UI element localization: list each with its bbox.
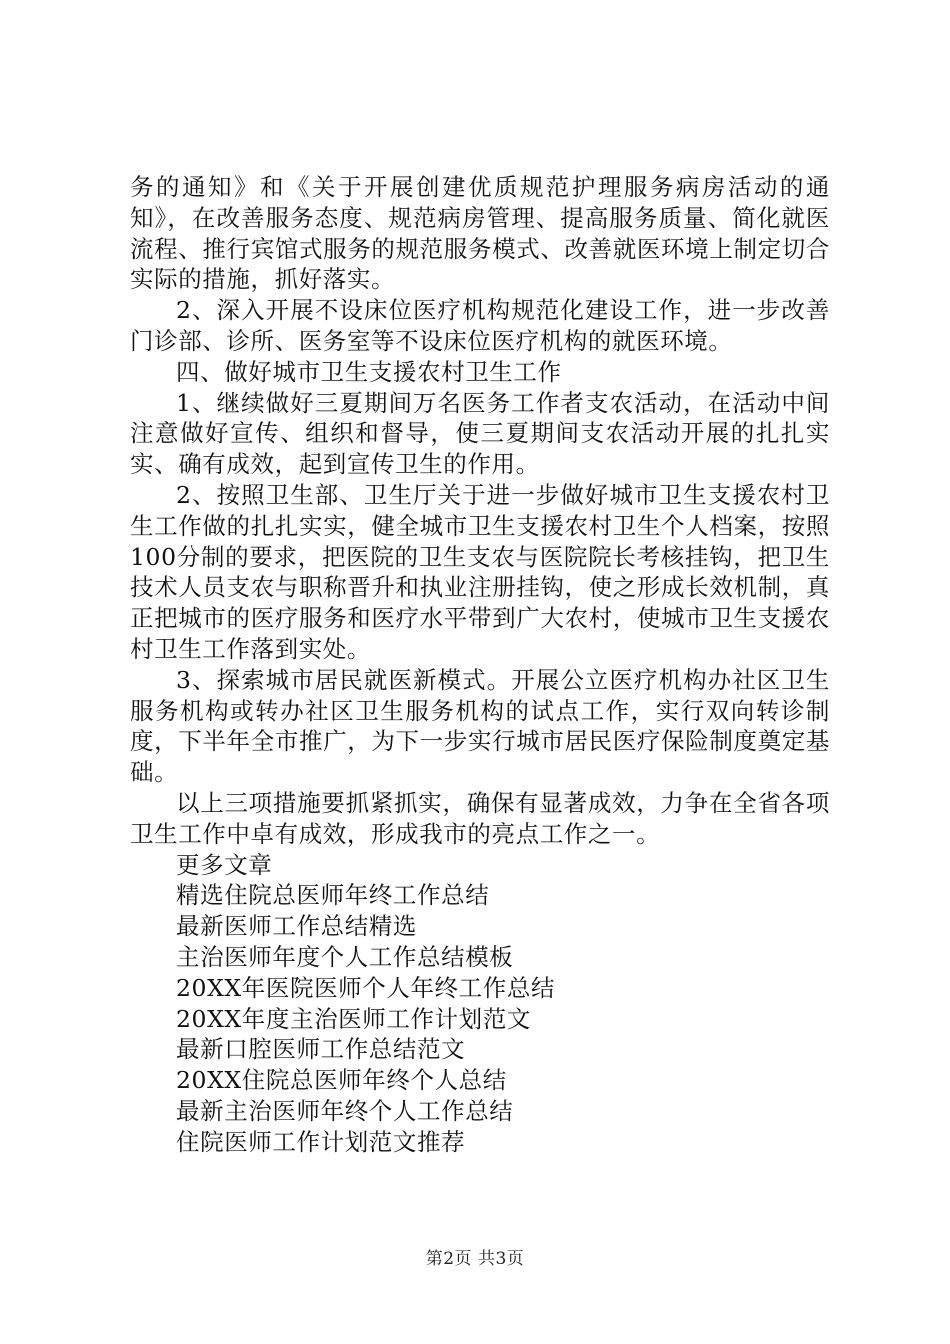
paragraph-item-3: 3、探索城市居民就医新模式。开展公立医疗机构办社区卫生服务机构或转办社区卫生服务机构的试点工作，实行双向转诊制度，下半年全市推广，为下一步实行城市居民医疗保险制度奠定基础。 — [130, 665, 830, 787]
paragraph-item-2b: 2、按照卫生部、卫生厅关于进一步做好城市卫生支援农村卫生工作做的扎扎实实，健全城市卫生支援农村卫生个人档案，按照100分制的要求，把医院的卫生支农与医院院长考核挂钩，把卫生技术人员支农与职称晋升和执业注册挂钩，使之形成长效机制，真正把城市的医疗服务和医疗水平带到广大农村，使城市卫生支援农村卫生工作落到实处。 — [130, 480, 830, 663]
more-article-link[interactable]: 20XX年医院医师个人年终工作总结 — [176, 973, 556, 1002]
more-articles-list — [130, 880, 830, 1157]
more-article-link[interactable]: 20XX住院总医师年终个人总结 — [176, 1066, 507, 1095]
page-number-footer: 第2页 共3页 — [425, 1249, 525, 1269]
more-article-link[interactable]: 20XX年度主治医师工作计划范文 — [176, 1004, 531, 1033]
more-article-link[interactable]: 最新医师工作总结精选 — [176, 912, 417, 941]
more-article-link[interactable]: 最新口腔医师工作总结范文 — [176, 1035, 466, 1064]
paragraph-continuation: 务的通知》和《关于开展创建优质规范护理服务病房活动的通知》，在改善服务态度、规范病房管理、提高服务质量、简化就医流程、推行宾馆式服务的规范服务模式、改善就医环境上制定切合实际的措施，抓好落实。 — [130, 173, 830, 294]
paragraph-item-1: 1、继续做好三夏期间万名医务工作者支农活动，在活动中间注意做好宣传、组织和督导，使三夏期间支农活动开展的扎扎实实、确有成效，起到宣传卫生的作用。 — [130, 388, 830, 479]
more-article-link[interactable]: 住院医师工作计划范文推荐 — [176, 1127, 466, 1156]
more-articles-heading: 更多文章 — [176, 850, 273, 879]
paragraph-conclusion: 以上三项措施要抓紧抓实，确保有显著成效，力争在全省各项卫生工作中卓有成效，形成我市的亮点工作之一。 — [130, 788, 830, 848]
document-body — [130, 172, 830, 1158]
more-article-link[interactable]: 精选住院总医师年终工作总结 — [176, 881, 490, 910]
paragraph-item-2: 2、深入开展不设床位医疗机构规范化建设工作，进一步改善门诊部、诊所、医务室等不设床位医疗机构的就医环境。 — [130, 296, 830, 355]
more-article-link[interactable]: 最新主治医师年终个人工作总结 — [176, 1096, 514, 1125]
section-heading-4: 四、做好城市卫生支援农村卫生工作 — [176, 357, 562, 386]
more-article-link[interactable]: 主治医师年度个人工作总结模板 — [176, 942, 514, 971]
